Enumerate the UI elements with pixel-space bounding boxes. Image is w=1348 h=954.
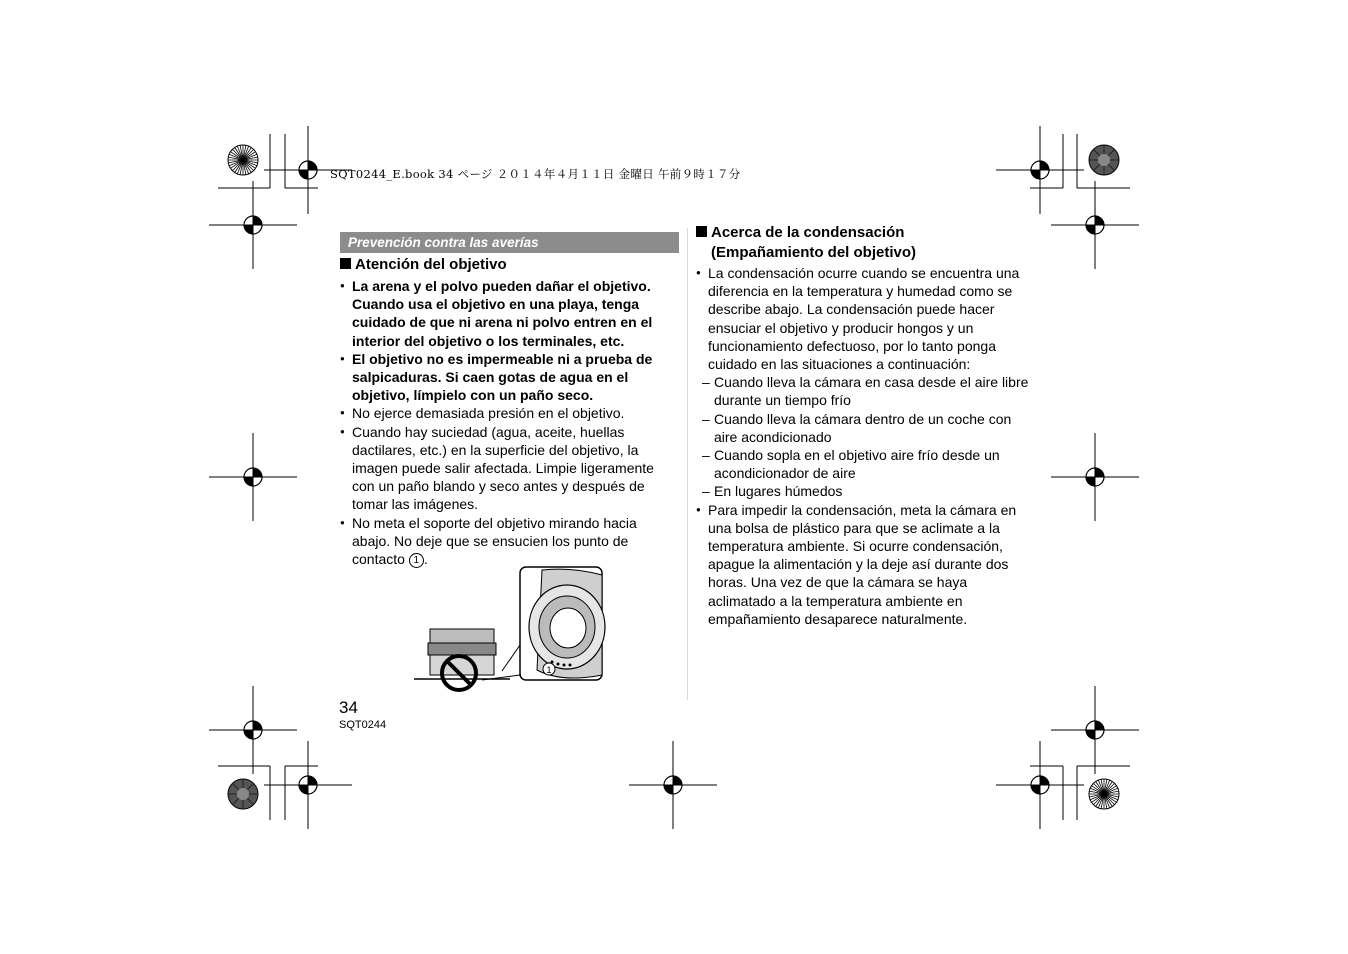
heading-condensation-line2: (Empañamiento del objetivo) [711, 244, 917, 261]
lens-illustration [412, 565, 612, 695]
list-item: ● La arena y el polvo pueden dañar el objetivo. Cuando usa el objetivo en una playa, tenga cuidado de que ni arena ni polvo entren en el interior del objetivo o los terminales, etc. [340, 277, 675, 350]
list-item: ● Para impedir la condensación, meta la cámara en una bolsa de plástico para que se aclimate a la temperatura ambiente. Si ocurre condensación, apague la alimentación y la deje así durante dos horas. Una vez de que la cámara se haya aclimatado a la temperatura ambiente en empañamiento desaparece naturalmente. [696, 501, 1038, 628]
list-item: ● Cuando hay suciedad (agua, aceite, huellas dactilares, etc.) en la superficie del objetivo, la imagen puede salir afectada. Limpie ligeramente con un paño blando y seco antes y después de tomar las imágenes. [340, 423, 675, 514]
callout-label: 1 [546, 665, 552, 675]
list-item: ● El objetivo no es impermeable ni a prueba de salpicaduras. Si caen gotas de agua en el objetivo, límpielo con un paño seco. [340, 350, 675, 405]
column-divider [687, 228, 688, 700]
list-item: ● No ejerce demasiada presión en el objetivo. [340, 404, 675, 422]
right-column [696, 264, 1038, 628]
square-bullet-icon [696, 226, 707, 237]
heading-lens-care-text: Atención del objetivo [355, 256, 507, 273]
list-item-text: La condensación ocurre cuando se encuentra una diferencia en la temperatura y humedad como se describe abajo. La condensación puede hacer ensuciar el objetivo y producir hongos y un funcionamiento defectuoso, por lo tanto ponga cuidado en las situaciones a continuación: [708, 265, 1020, 373]
print-header: SQT0244_E.book 34 ページ ２０１４年４月１１日 金曜日 午前９時１７分 [330, 167, 741, 181]
square-bullet-icon [340, 258, 351, 269]
heading-lens-care [340, 255, 507, 275]
callout-number: 1 [409, 553, 424, 568]
dash-item: – Cuando lleva la cámara dentro de un coche con aire acondicionado [696, 410, 1038, 446]
page-number: 34 [339, 698, 358, 717]
model-code: SQT0244 [339, 719, 387, 731]
list-item [696, 264, 1038, 373]
dash-item: – En lugares húmedos [696, 482, 1038, 500]
dash-item: – Cuando sopla en el objetivo aire frío desde un acondicionador de aire [696, 446, 1038, 482]
left-column [340, 277, 675, 568]
section-title: Prevención contra las averías [340, 232, 679, 253]
heading-condensation-line1: Acerca de la condensación [711, 224, 905, 241]
list-item-period: . [423, 551, 428, 568]
heading-condensation [696, 223, 916, 263]
list-item-text: No meta el soporte del objetivo mirando hacia abajo. No deje que se ensucien los punto de contacto [352, 514, 637, 568]
dash-item: – Cuando lleva la cámara en casa desde el aire libre durante un tiempo frío [696, 373, 1038, 409]
lens-side-icon [428, 629, 496, 675]
list-item [340, 514, 675, 569]
